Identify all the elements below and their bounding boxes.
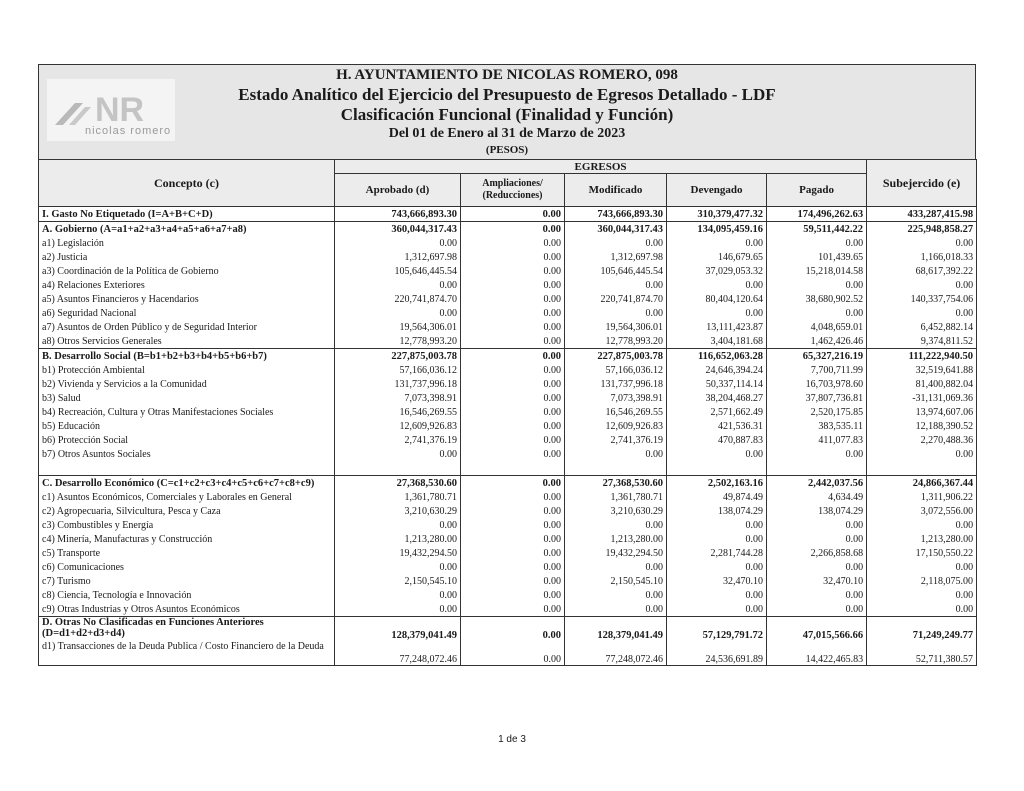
cell-ampliaciones: 0.00	[461, 320, 565, 334]
cell-concept: b7) Otros Asuntos Sociales	[39, 447, 335, 461]
cell-ampliaciones: 0.00	[461, 264, 565, 278]
cell-pagado: 0.00	[767, 306, 867, 320]
cell-subejercido: 2,118,075.00	[867, 574, 977, 588]
cell-subejercido: 0.00	[867, 278, 977, 292]
cell-pagado: 37,807,736.81	[767, 391, 867, 405]
cell-concept: b2) Vivienda y Servicios a la Comunidad	[39, 377, 335, 391]
cell-pagado: 1,462,426.46	[767, 334, 867, 349]
cell-aprobado: 227,875,003.78	[335, 349, 461, 364]
cell-subejercido: 111,222,940.50	[867, 349, 977, 364]
cell-concept: A. Gobierno (A=a1+a2+a3+a4+a5+a6+a7+a8)	[39, 222, 335, 237]
cell-pagado: 2,266,858.68	[767, 546, 867, 560]
cell-aprobado: 12,609,926.83	[335, 419, 461, 433]
cell-devengado: 116,652,063.28	[667, 349, 767, 364]
cell-modificado: 743,666,893.30	[565, 207, 667, 222]
cell-modificado: 227,875,003.78	[565, 349, 667, 364]
cell-modificado: 77,248,072.46	[565, 641, 667, 666]
cell-subejercido: 0.00	[867, 447, 977, 461]
cell-pagado: 15,218,014.58	[767, 264, 867, 278]
empty-cell	[335, 461, 461, 476]
cell-ampliaciones: 0.00	[461, 532, 565, 546]
cell-aprobado: 2,741,376.19	[335, 433, 461, 447]
cell-concept: b5) Educación	[39, 419, 335, 433]
cell-ampliaciones: 0.00	[461, 207, 565, 222]
cell-ampliaciones: 0.00	[461, 641, 565, 666]
svg-text:NR: NR	[95, 91, 145, 129]
table-row	[39, 602, 977, 617]
cell-ampliaciones: 0.00	[461, 405, 565, 419]
cell-pagado: 0.00	[767, 560, 867, 574]
cell-aprobado: 27,368,530.60	[335, 476, 461, 491]
table-row	[39, 377, 977, 391]
cell-devengado: 80,404,120.64	[667, 292, 767, 306]
cell-aprobado: 128,379,041.49	[335, 617, 461, 642]
table-row	[39, 588, 977, 602]
cell-devengado: 57,129,791.72	[667, 617, 767, 642]
cell-pagado: 2,442,037.56	[767, 476, 867, 491]
cell-aprobado: 0.00	[335, 278, 461, 292]
cell-concept: a8) Otros Servicios Generales	[39, 334, 335, 349]
cell-ampliaciones: 0.00	[461, 377, 565, 391]
cell-devengado: 0.00	[667, 447, 767, 461]
cell-subejercido: -31,131,069.36	[867, 391, 977, 405]
cell-subejercido: 140,337,754.06	[867, 292, 977, 306]
empty-cell	[461, 461, 565, 476]
col-aprobado: Aprobado (d)	[335, 174, 461, 207]
cell-aprobado: 7,073,398.91	[335, 391, 461, 405]
cell-subejercido: 2,270,488.36	[867, 433, 977, 447]
table-row	[39, 641, 977, 666]
cell-modificado: 1,361,780.71	[565, 490, 667, 504]
cell-pagado: 0.00	[767, 447, 867, 461]
cell-modificado: 128,379,041.49	[565, 617, 667, 642]
cell-pagado: 47,015,566.66	[767, 617, 867, 642]
cell-modificado: 7,073,398.91	[565, 391, 667, 405]
table-row	[39, 617, 977, 642]
cell-subejercido: 1,166,018.33	[867, 250, 977, 264]
cell-pagado: 7,700,711.99	[767, 363, 867, 377]
cell-subejercido: 71,249,249.77	[867, 617, 977, 642]
cell-pagado: 14,422,465.83	[767, 641, 867, 666]
cell-pagado: 411,077.83	[767, 433, 867, 447]
cell-aprobado: 131,737,996.18	[335, 377, 461, 391]
cell-ampliaciones: 0.00	[461, 334, 565, 349]
cell-devengado: 0.00	[667, 278, 767, 292]
table-row	[39, 419, 977, 433]
cell-ampliaciones: 0.00	[461, 222, 565, 237]
cell-pagado: 0.00	[767, 278, 867, 292]
table-row	[39, 292, 977, 306]
cell-modificado: 0.00	[565, 236, 667, 250]
table-row	[39, 278, 977, 292]
cell-aprobado: 0.00	[335, 588, 461, 602]
cell-pagado: 4,048,659.01	[767, 320, 867, 334]
table-row	[39, 349, 977, 364]
cell-ampliaciones: 0.00	[461, 546, 565, 560]
col-egresos: EGRESOS	[335, 160, 867, 174]
cell-modificado: 27,368,530.60	[565, 476, 667, 491]
cell-aprobado: 0.00	[335, 560, 461, 574]
cell-subejercido: 6,452,882.14	[867, 320, 977, 334]
table-row	[39, 433, 977, 447]
cell-concept: a1) Legislación	[39, 236, 335, 250]
cell-subejercido: 0.00	[867, 518, 977, 532]
cell-modificado: 0.00	[565, 447, 667, 461]
cell-subejercido: 12,188,390.52	[867, 419, 977, 433]
entity-name: H. AYUNTAMIENTO DE NICOLAS ROMERO, 098	[336, 67, 678, 83]
cell-pagado: 59,511,442.22	[767, 222, 867, 237]
empty-cell	[565, 461, 667, 476]
table-row	[39, 518, 977, 532]
cell-pagado: 16,703,978.60	[767, 377, 867, 391]
cell-aprobado: 743,666,893.30	[335, 207, 461, 222]
cell-aprobado: 1,312,697.98	[335, 250, 461, 264]
cell-pagado: 174,496,262.63	[767, 207, 867, 222]
cell-ampliaciones: 0.00	[461, 476, 565, 491]
cell-ampliaciones: 0.00	[461, 617, 565, 642]
report-period: Del 01 de Enero al 31 de Marzo de 2023	[388, 126, 626, 141]
cell-ampliaciones: 0.00	[461, 292, 565, 306]
cell-devengado: 49,874.49	[667, 490, 767, 504]
empty-cell	[767, 461, 867, 476]
cell-devengado: 0.00	[667, 236, 767, 250]
cell-aprobado: 1,213,280.00	[335, 532, 461, 546]
cell-concept: a7) Asuntos de Orden Público y de Seguridad Interior	[39, 320, 335, 334]
cell-pagado: 101,439.65	[767, 250, 867, 264]
cell-concept: C. Desarrollo Económico (C=c1+c2+c3+c4+c5+c6+c7+c8+c9)	[39, 476, 335, 491]
cell-concept: D. Otras No Clasificadas en Funciones Anteriores (D=d1+d2+d3+d4)	[39, 617, 335, 642]
cell-subejercido: 24,866,367.44	[867, 476, 977, 491]
cell-aprobado: 0.00	[335, 306, 461, 320]
cell-pagado: 32,470.10	[767, 574, 867, 588]
cell-concept: I. Gasto No Etiquetado (I=A+B+C+D)	[39, 207, 335, 222]
cell-devengado: 0.00	[667, 306, 767, 320]
cell-devengado: 421,536.31	[667, 419, 767, 433]
table-row	[39, 490, 977, 504]
cell-devengado: 24,536,691.89	[667, 641, 767, 666]
cell-pagado: 38,680,902.52	[767, 292, 867, 306]
cell-modificado: 0.00	[565, 278, 667, 292]
table-row	[39, 560, 977, 574]
cell-subejercido: 0.00	[867, 588, 977, 602]
budget-table	[38, 159, 977, 666]
cell-ampliaciones: 0.00	[461, 602, 565, 617]
cell-subejercido: 0.00	[867, 306, 977, 320]
cell-subejercido: 0.00	[867, 560, 977, 574]
table-row	[39, 546, 977, 560]
cell-devengado: 134,095,459.16	[667, 222, 767, 237]
cell-devengado: 146,679.65	[667, 250, 767, 264]
cell-ampliaciones: 0.00	[461, 391, 565, 405]
table-row	[39, 306, 977, 320]
cell-devengado: 0.00	[667, 602, 767, 617]
cell-subejercido: 9,374,811.52	[867, 334, 977, 349]
cell-pagado: 383,535.11	[767, 419, 867, 433]
cell-aprobado: 12,778,993.20	[335, 334, 461, 349]
cell-devengado: 3,404,181.68	[667, 334, 767, 349]
cell-subejercido: 433,287,415.98	[867, 207, 977, 222]
cell-subejercido: 0.00	[867, 236, 977, 250]
cell-modificado: 12,609,926.83	[565, 419, 667, 433]
cell-devengado: 0.00	[667, 532, 767, 546]
cell-modificado: 1,312,697.98	[565, 250, 667, 264]
cell-subejercido: 3,072,556.00	[867, 504, 977, 518]
cell-concept: c7) Turismo	[39, 574, 335, 588]
cell-concept: b3) Salud	[39, 391, 335, 405]
col-pagado: Pagado	[767, 174, 867, 207]
cell-pagado: 0.00	[767, 588, 867, 602]
cell-concept: a3) Coordinación de la Política de Gobierno	[39, 264, 335, 278]
cell-devengado: 2,281,744.28	[667, 546, 767, 560]
cell-subejercido: 32,519,641.88	[867, 363, 977, 377]
cell-subejercido: 17,150,550.22	[867, 546, 977, 560]
cell-subejercido: 81,400,882.04	[867, 377, 977, 391]
cell-modificado: 2,150,545.10	[565, 574, 667, 588]
cell-devengado: 38,204,468.27	[667, 391, 767, 405]
cell-ampliaciones: 0.00	[461, 588, 565, 602]
cell-aprobado: 3,210,630.29	[335, 504, 461, 518]
table-row	[39, 405, 977, 419]
cell-concept: c8) Ciencia, Tecnología e Innovación	[39, 588, 335, 602]
cell-ampliaciones: 0.00	[461, 574, 565, 588]
cell-concept: c3) Combustibles y Energía	[39, 518, 335, 532]
cell-modificado: 57,166,036.12	[565, 363, 667, 377]
cell-concept: c2) Agropecuaria, Silvicultura, Pesca y Caza	[39, 504, 335, 518]
cell-devengado: 310,379,477.32	[667, 207, 767, 222]
table-row	[39, 207, 977, 222]
cell-ampliaciones: 0.00	[461, 447, 565, 461]
cell-devengado: 2,571,662.49	[667, 405, 767, 419]
cell-pagado: 138,074.29	[767, 504, 867, 518]
cell-concept: a6) Seguridad Nacional	[39, 306, 335, 320]
cell-concept: B. Desarrollo Social (B=b1+b2+b3+b4+b5+b6+b7)	[39, 349, 335, 364]
cell-concept: c6) Comunicaciones	[39, 560, 335, 574]
cell-aprobado: 0.00	[335, 447, 461, 461]
cell-devengado: 2,502,163.16	[667, 476, 767, 491]
cell-ampliaciones: 0.00	[461, 278, 565, 292]
table-row	[39, 334, 977, 349]
cell-ampliaciones: 0.00	[461, 504, 565, 518]
cell-devengado: 138,074.29	[667, 504, 767, 518]
col-concept: Concepto (c)	[39, 160, 335, 207]
cell-modificado: 0.00	[565, 306, 667, 320]
cell-pagado: 0.00	[767, 532, 867, 546]
cell-subejercido: 13,974,607.06	[867, 405, 977, 419]
cell-modificado: 16,546,269.55	[565, 405, 667, 419]
cell-modificado: 105,646,445.54	[565, 264, 667, 278]
cell-pagado: 65,327,216.19	[767, 349, 867, 364]
cell-ampliaciones: 0.00	[461, 433, 565, 447]
cell-modificado: 19,564,306.01	[565, 320, 667, 334]
cell-ampliaciones: 0.00	[461, 236, 565, 250]
cell-modificado: 0.00	[565, 588, 667, 602]
cell-aprobado: 105,646,445.54	[335, 264, 461, 278]
cell-ampliaciones: 0.00	[461, 306, 565, 320]
cell-aprobado: 16,546,269.55	[335, 405, 461, 419]
cell-modificado: 2,741,376.19	[565, 433, 667, 447]
empty-cell	[867, 461, 977, 476]
cell-concept: d1) Transacciones de la Deuda Publica / Costo Financiero de la Deuda	[39, 641, 335, 666]
cell-ampliaciones: 0.00	[461, 560, 565, 574]
cell-ampliaciones: 0.00	[461, 349, 565, 364]
cell-modificado: 1,213,280.00	[565, 532, 667, 546]
cell-modificado: 0.00	[565, 560, 667, 574]
cell-ampliaciones: 0.00	[461, 419, 565, 433]
table-row	[39, 476, 977, 491]
col-modificado: Modificado	[565, 174, 667, 207]
cell-aprobado: 2,150,545.10	[335, 574, 461, 588]
report-currency: (PESOS)	[485, 144, 529, 156]
cell-aprobado: 0.00	[335, 602, 461, 617]
cell-devengado: 50,337,114.14	[667, 377, 767, 391]
empty-cell	[667, 461, 767, 476]
cell-devengado: 0.00	[667, 588, 767, 602]
cell-devengado: 0.00	[667, 560, 767, 574]
cell-ampliaciones: 0.00	[461, 518, 565, 532]
cell-aprobado: 19,564,306.01	[335, 320, 461, 334]
cell-subejercido: 68,617,392.22	[867, 264, 977, 278]
cell-aprobado: 220,741,874.70	[335, 292, 461, 306]
cell-concept: b1) Protección Ambiental	[39, 363, 335, 377]
cell-aprobado: 0.00	[335, 236, 461, 250]
cell-devengado: 37,029,053.32	[667, 264, 767, 278]
logo-caption: nicolas romero	[85, 125, 172, 137]
cell-pagado: 4,634.49	[767, 490, 867, 504]
cell-aprobado: 19,432,294.50	[335, 546, 461, 560]
cell-subejercido: 1,213,280.00	[867, 532, 977, 546]
cell-aprobado: 1,361,780.71	[335, 490, 461, 504]
cell-modificado: 19,432,294.50	[565, 546, 667, 560]
table-row	[39, 222, 977, 237]
table-row	[39, 504, 977, 518]
cell-aprobado: 0.00	[335, 518, 461, 532]
cell-subejercido: 225,948,858.27	[867, 222, 977, 237]
cell-devengado: 32,470.10	[667, 574, 767, 588]
table-row	[39, 236, 977, 250]
cell-pagado: 0.00	[767, 236, 867, 250]
cell-concept: c5) Transporte	[39, 546, 335, 560]
cell-ampliaciones: 0.00	[461, 363, 565, 377]
report-header	[38, 64, 976, 159]
page-number: 1 de 3	[498, 734, 526, 745]
table-row	[39, 320, 977, 334]
cell-aprobado: 57,166,036.12	[335, 363, 461, 377]
cell-modificado: 0.00	[565, 602, 667, 617]
table-row	[39, 363, 977, 377]
spacer-row	[39, 461, 977, 476]
table-row	[39, 250, 977, 264]
cell-concept: a2) Justicia	[39, 250, 335, 264]
cell-devengado: 0.00	[667, 518, 767, 532]
table-row	[39, 532, 977, 546]
cell-ampliaciones: 0.00	[461, 490, 565, 504]
cell-modificado: 3,210,630.29	[565, 504, 667, 518]
cell-pagado: 2,520,175.85	[767, 405, 867, 419]
cell-pagado: 0.00	[767, 518, 867, 532]
cell-ampliaciones: 0.00	[461, 250, 565, 264]
cell-concept: b6) Protección Social	[39, 433, 335, 447]
cell-concept: c4) Minería, Manufacturas y Construcción	[39, 532, 335, 546]
cell-aprobado: 360,044,317.43	[335, 222, 461, 237]
cell-devengado: 470,887.83	[667, 433, 767, 447]
cell-modificado: 12,778,993.20	[565, 334, 667, 349]
report-sheet	[38, 64, 976, 666]
col-devengado: Devengado	[667, 174, 767, 207]
cell-devengado: 13,111,423.87	[667, 320, 767, 334]
cell-concept: a4) Relaciones Exteriores	[39, 278, 335, 292]
cell-concept: a5) Asuntos Financieros y Hacendarios	[39, 292, 335, 306]
cell-subejercido: 0.00	[867, 602, 977, 617]
table-row	[39, 574, 977, 588]
table-row	[39, 391, 977, 405]
cell-devengado: 24,646,394.24	[667, 363, 767, 377]
report-title: Estado Analítico del Ejercicio del Presupuesto de Egresos Detallado - LDF	[238, 85, 776, 104]
cell-modificado: 360,044,317.43	[565, 222, 667, 237]
table-row	[39, 447, 977, 461]
col-subejercido: Subejercido (e)	[867, 160, 977, 207]
cell-modificado: 0.00	[565, 518, 667, 532]
cell-concept: b4) Recreación, Cultura y Otras Manifestaciones Sociales	[39, 405, 335, 419]
cell-modificado: 220,741,874.70	[565, 292, 667, 306]
cell-subejercido: 1,311,906.22	[867, 490, 977, 504]
cell-modificado: 131,737,996.18	[565, 377, 667, 391]
report-subtitle: Clasificación Funcional (Finalidad y Función)	[340, 105, 674, 124]
table-row	[39, 264, 977, 278]
cell-subejercido: 52,711,380.57	[867, 641, 977, 666]
cell-aprobado: 77,248,072.46	[335, 641, 461, 666]
cell-pagado: 0.00	[767, 602, 867, 617]
cell-concept: c9) Otras Industrias y Otros Asuntos Económicos	[39, 602, 335, 617]
cell-concept: c1) Asuntos Económicos, Comerciales y Laborales en General	[39, 490, 335, 504]
col-ampliaciones: Ampliaciones/ (Reducciones)	[461, 174, 565, 207]
empty-cell	[39, 461, 335, 476]
